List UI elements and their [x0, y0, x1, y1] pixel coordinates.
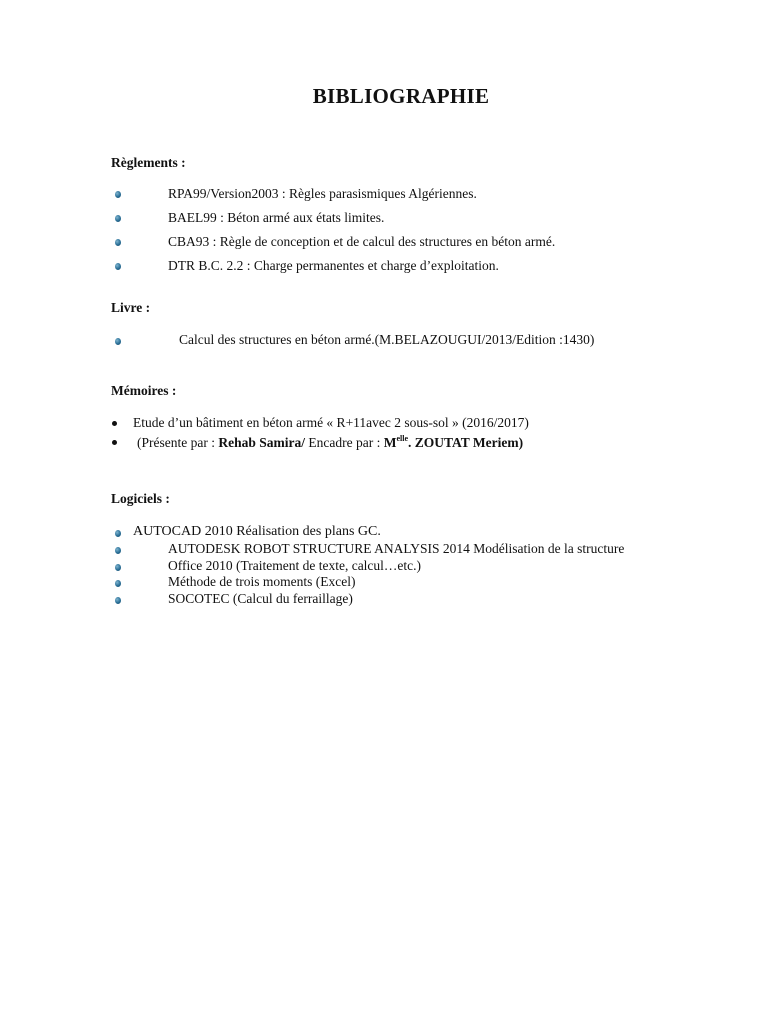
list-item-reglement: DTR B.C. 2.2 : Charge permanentes et charge d’exploitation.	[168, 258, 499, 273]
bullet-icon	[115, 191, 121, 198]
supervisor-name: . ZOUTAT Meriem)	[408, 435, 524, 450]
bullet-icon	[112, 421, 117, 426]
list-item-logiciel: AUTODESK ROBOT STRUCTURE ANALYSIS 2014 Modélisation de la structure	[168, 541, 625, 556]
list-item-logiciel: Office 2010 (Traitement de texte, calcul…etc.)	[168, 558, 422, 573]
bullet-icon	[115, 215, 121, 222]
section-heading-reglements: Règlements :	[111, 155, 186, 170]
bullet-icon	[115, 530, 121, 537]
author-name: Rehab Samira/	[218, 435, 305, 450]
section-heading-logiciels: Logiciels :	[111, 491, 170, 506]
bullet-icon	[115, 239, 121, 246]
supervisor-title-sup: elle	[396, 434, 408, 443]
page-title: BIBLIOGRAPHIE	[312, 84, 490, 108]
bullet-icon	[115, 564, 121, 571]
presented-by-label: (Présente par :	[137, 435, 219, 450]
list-item-logiciel: SOCOTEC (Calcul du ferraillage)	[168, 591, 353, 606]
bullet-icon	[115, 580, 121, 587]
bullet-icon	[115, 547, 121, 554]
supervised-by-label: Encadre par :	[304, 435, 384, 450]
list-item-logiciel: Méthode de trois moments (Excel)	[168, 574, 356, 589]
supervisor-initial: M	[383, 435, 397, 450]
list-item-memoire-details	[137, 434, 523, 451]
list-item-logiciel: AUTOCAD 2010 Réalisation des plans GC.	[133, 524, 381, 539]
list-item-reglement: RPA99/Version2003 : Règles parasismiques Algériennes.	[168, 186, 477, 201]
bullet-icon	[115, 338, 121, 345]
bullet-icon	[112, 440, 117, 445]
section-heading-livre: Livre :	[111, 300, 151, 315]
list-item-livre: Calcul des structures en béton armé.(M.BELAZOUGUI/2013/Edition :1430)	[179, 332, 595, 347]
bullet-icon	[115, 597, 121, 604]
list-item-memoire: Etude d’un bâtiment en béton armé « R+11avec 2 sous-sol » (2016/2017)	[133, 415, 529, 430]
bullet-icon	[115, 263, 121, 270]
section-heading-memoires: Mémoires :	[111, 383, 177, 398]
list-item-reglement: BAEL99 : Béton armé aux états limites.	[168, 210, 385, 225]
list-item-reglement: CBA93 : Règle de conception et de calcul des structures en béton armé.	[168, 234, 556, 249]
